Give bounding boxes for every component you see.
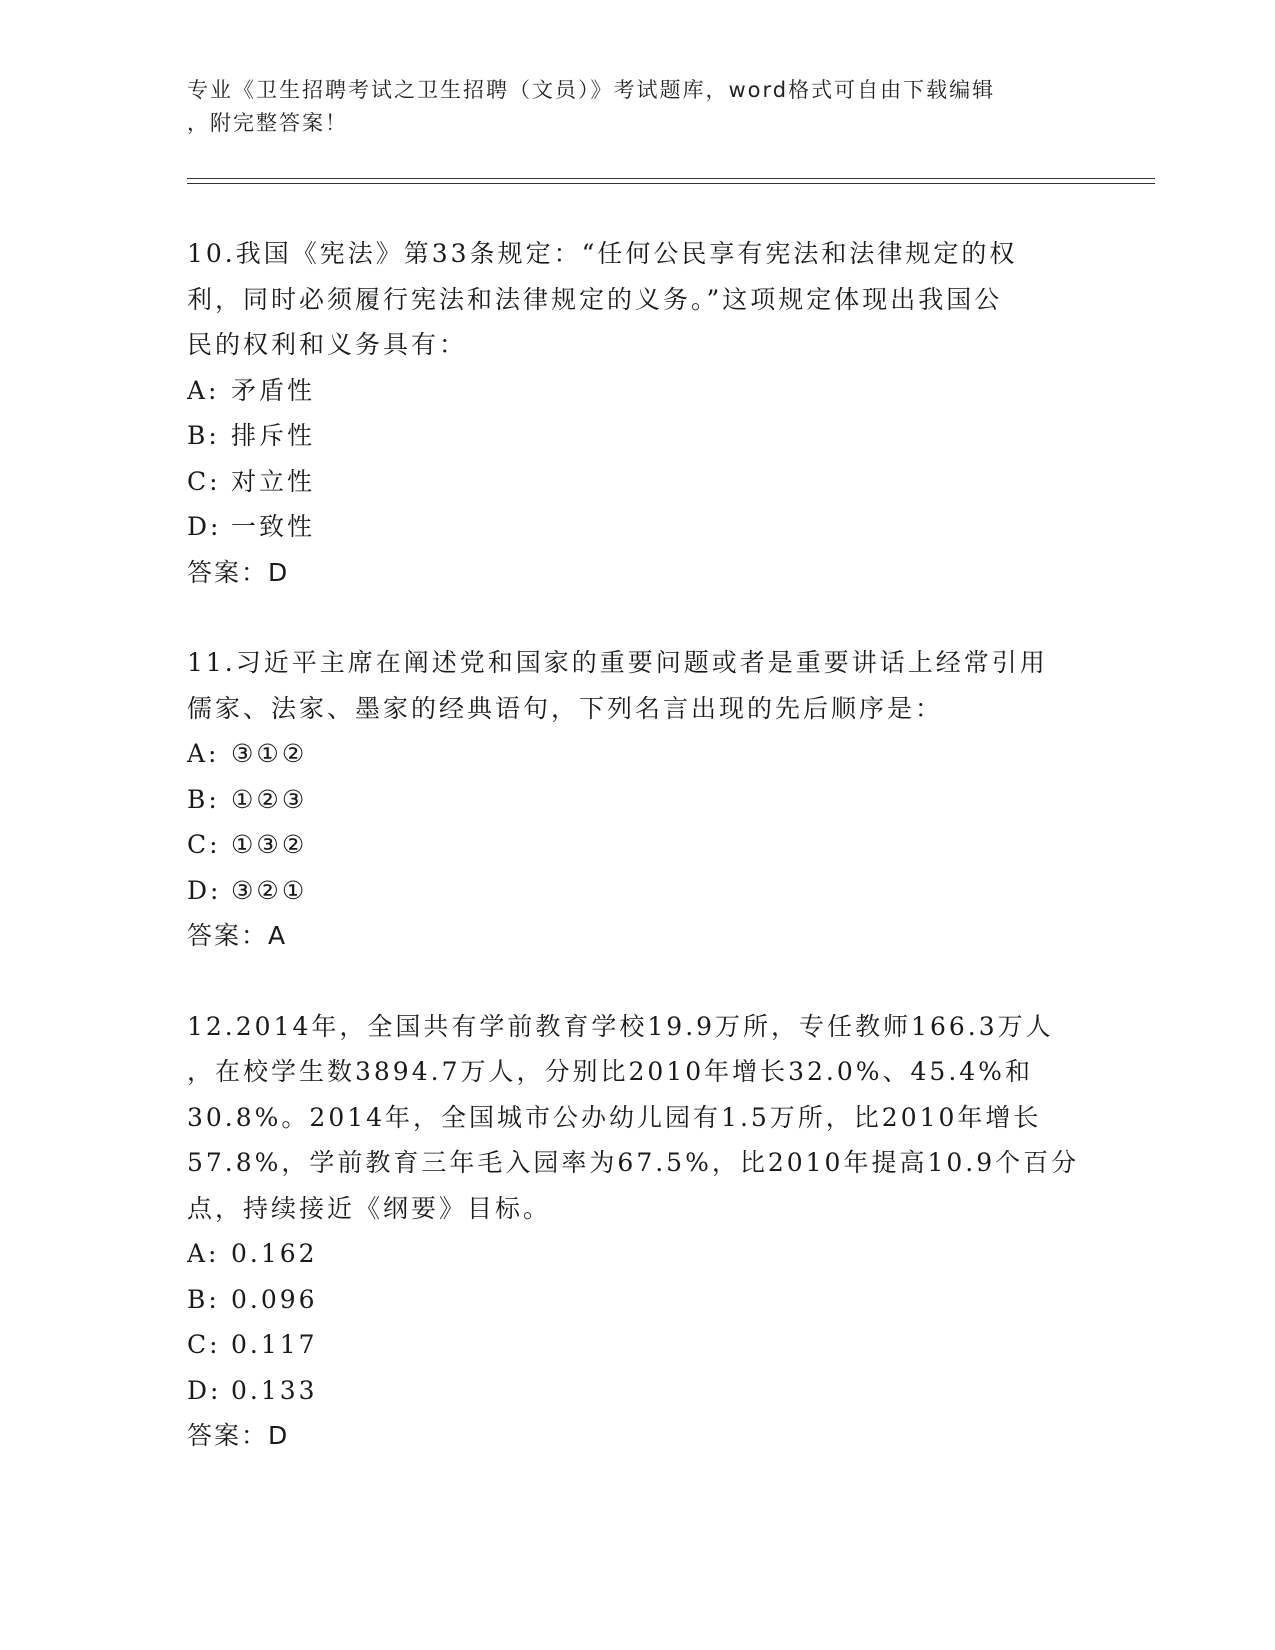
option-a bbox=[187, 368, 1087, 414]
stem-line: 利，同时必须履行宪法和法律规定的义务。”这项规定体现出我国公 bbox=[187, 284, 1003, 314]
question-11 bbox=[187, 640, 1087, 959]
option-text: ①③② bbox=[231, 830, 308, 859]
option-text: ③②① bbox=[231, 875, 308, 905]
option-text: ①②③ bbox=[231, 784, 308, 814]
option-text: 0.117 bbox=[231, 1330, 318, 1359]
option-c bbox=[187, 822, 1087, 868]
header-line: 专业《卫生招聘考试之卫生招聘（文员）》考试题库，word格式可自由下载编辑 bbox=[187, 78, 996, 102]
stem-line: 点，持续接近《纲要》目标。 bbox=[187, 1193, 552, 1223]
option-letter: D: bbox=[187, 875, 222, 905]
option-b bbox=[187, 1277, 1087, 1323]
option-letter: B: bbox=[187, 784, 220, 814]
stem-line: 10.我国《宪法》第33条规定：“任何公民享有宪法和法律规定的权 bbox=[187, 239, 1018, 268]
option-letter: B: bbox=[187, 1284, 220, 1314]
option-letter: C: bbox=[187, 1330, 221, 1359]
option-b bbox=[187, 777, 1087, 823]
stem-line: 30.8%。2014年，全国城市公办幼儿园有1.5万所，比2010年增长 bbox=[187, 1102, 1042, 1132]
option-a bbox=[187, 1231, 1087, 1277]
option-d bbox=[187, 868, 1087, 914]
stem-line: 儒家、法家、墨家的经典语句，下列名言出现的先后顺序是： bbox=[187, 693, 944, 723]
option-text: 矛盾性 bbox=[231, 375, 316, 405]
stem-line: 12.2014年，全国共有学前教育学校19.9万所，专任教师166.3万人 bbox=[187, 1011, 1054, 1041]
option-text: ③①② bbox=[231, 739, 308, 768]
option-text: 排斥性 bbox=[231, 421, 316, 450]
option-letter: A: bbox=[187, 1239, 220, 1268]
option-text: 一致性 bbox=[231, 512, 316, 541]
document-header bbox=[187, 74, 1067, 140]
option-letter: C: bbox=[187, 466, 221, 496]
stem-line: ，在校学生数3894.7万人，分别比2010年增长32.0%、45.4%和 bbox=[187, 1057, 1033, 1086]
stem-line: 民的权利和义务具有： bbox=[187, 330, 468, 359]
question-list bbox=[187, 231, 1087, 1504]
option-letter: D: bbox=[187, 512, 222, 541]
option-b bbox=[187, 413, 1087, 459]
stem-line: 57.8%，学前教育三年毛入园率为67.5%，比2010年提高10.9个百分 bbox=[187, 1148, 1080, 1177]
header-divider bbox=[187, 178, 1155, 179]
option-d bbox=[187, 504, 1087, 550]
option-c bbox=[187, 1322, 1087, 1368]
answer-label: 答案：D bbox=[187, 557, 290, 587]
answer-label: 答案：D bbox=[187, 1421, 290, 1450]
option-letter: A: bbox=[187, 375, 220, 405]
question-stem bbox=[187, 231, 1087, 368]
header-divider bbox=[187, 183, 1155, 184]
option-letter: C: bbox=[187, 830, 221, 859]
option-a bbox=[187, 731, 1087, 777]
question-10 bbox=[187, 231, 1087, 595]
answer-label: 答案：A bbox=[187, 921, 288, 950]
option-text: 0.096 bbox=[231, 1284, 318, 1314]
question-stem bbox=[187, 640, 1087, 731]
option-text: 0.162 bbox=[231, 1239, 318, 1268]
option-c bbox=[187, 459, 1087, 505]
option-letter: D: bbox=[187, 1375, 222, 1405]
option-text: 对立性 bbox=[231, 466, 316, 496]
question-12 bbox=[187, 1004, 1087, 1459]
question-stem bbox=[187, 1004, 1087, 1232]
option-letter: B: bbox=[187, 421, 220, 450]
stem-line: 11.习近平主席在阐述党和国家的重要问题或者是重要讲话上经常引用 bbox=[187, 648, 1048, 677]
header-line: ，附完整答案！ bbox=[187, 111, 348, 135]
option-d bbox=[187, 1368, 1087, 1414]
option-letter: A: bbox=[187, 739, 220, 768]
option-text: 0.133 bbox=[231, 1375, 318, 1405]
